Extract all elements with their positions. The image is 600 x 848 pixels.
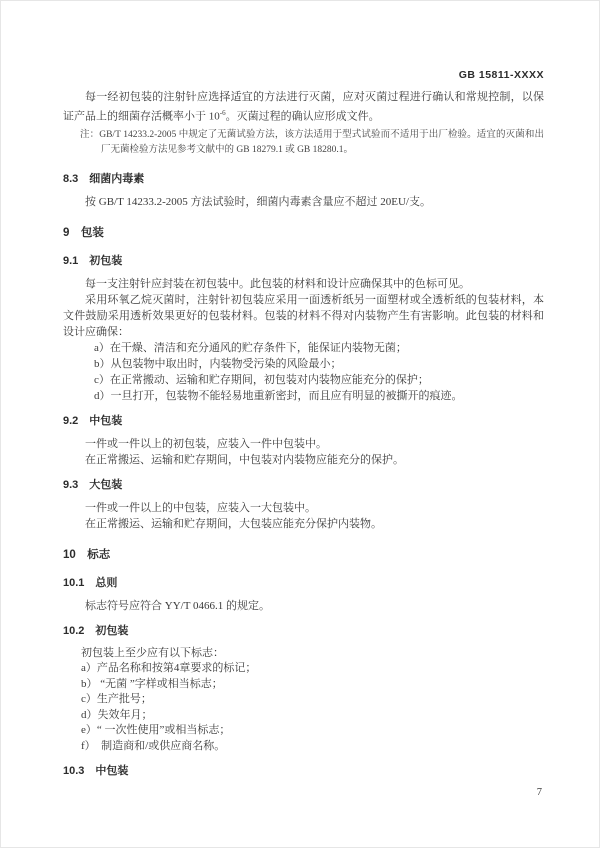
list-item: f） 制造商和/或供应商名称。 bbox=[81, 739, 226, 752]
paragraph-9-2-b: 在正常搬运、运输和贮存期间，中包装对内装物应能充分的保护。 bbox=[85, 453, 404, 466]
document-content bbox=[1, 1, 599, 799]
note-label: 注： bbox=[80, 129, 100, 140]
paragraph-9-3-b: 在正常搬运、运输和贮存期间，大包装应能充分保护内装物。 bbox=[85, 517, 382, 530]
paragraph-8-3: 按 GB/T 14233.2-2005 方法试验时，细菌内毒素含量应不超过 20EU/支。 bbox=[85, 195, 431, 208]
heading-9-2: 9.2 中包装 bbox=[63, 414, 123, 427]
sterilization-paragraph-post: 。灭菌过程的确认应形成文件。 bbox=[225, 110, 380, 123]
sterilization-note bbox=[63, 128, 544, 158]
document-code: GB 15811-XXXX bbox=[458, 69, 544, 81]
heading-10-1: 10.1 总则 bbox=[63, 576, 118, 589]
list-10-2 bbox=[63, 661, 544, 754]
heading-9: 9 包装 bbox=[63, 226, 104, 239]
list-item: d）失效年月； bbox=[81, 708, 153, 721]
paragraph-10-1: 标志符号应符合 YY/T 0466.1 的规定。 bbox=[85, 599, 270, 612]
list-item: d）一旦打开，包装物不能轻易地重新密封，而且应有明显的被撕开的痕迹。 bbox=[94, 389, 463, 402]
heading-10-3: 10.3 中包装 bbox=[63, 765, 129, 778]
sterilization-paragraph bbox=[63, 89, 544, 125]
list-item: c）在正常搬动、运输和贮存期间，初包装对内装物应能充分的保护； bbox=[94, 373, 429, 386]
page-number: 7 bbox=[536, 787, 542, 799]
list-10-2-intro: 初包装上至少应有以下标志： bbox=[81, 646, 224, 659]
list-item: b）从包装物中取出时，内装物受污染的风险最小； bbox=[94, 357, 342, 370]
paragraph-9-1-b: 采用环氧乙烷灭菌时，注射针初包装应采用一面透析纸另一面塑材或全透析纸的包装材料，本文件鼓励采用透析效果更好的包装材料。包装的材料不得对内装物产生有害影响。此包装的材料和设计应确保： bbox=[63, 293, 544, 338]
heading-9-1: 9.1 初包装 bbox=[63, 254, 123, 267]
paragraph-9-3-a: 一件或一件以上的中包装，应装入一大包装中。 bbox=[85, 501, 316, 514]
list-item: c）生产批号； bbox=[81, 693, 152, 706]
list-item: e）“ 一次性使用”或相当标志； bbox=[81, 724, 231, 737]
list-item: b） “无菌 ”字样或相当标志； bbox=[81, 677, 223, 690]
heading-10-2: 10.2 初包装 bbox=[63, 624, 129, 637]
list-9-1 bbox=[63, 340, 544, 404]
sterilization-paragraph-pre: 每一经初包装的注射针应选择适宜的方法进行灭菌，应对灭菌过程进行确认和常规控制，以保证产品上的细菌存活概率小于 10 bbox=[63, 91, 544, 123]
heading-9-3: 9.3 大包装 bbox=[63, 478, 123, 491]
paragraph-9-1-a: 每一支注射针应封装在初包装中。此包装的材料和设计应确保其中的色标可见。 bbox=[85, 277, 470, 290]
note-text: GB/T 14233.2-2005 中规定了无菌试验方法，该方法适用于型式试验而不适用于出厂检验。适宜的灭菌和出厂无菌检验方法见参考文献中的 GB 18279.1 或 GB 18280.1。 bbox=[99, 129, 544, 155]
heading-8-3: 8.3 细菌内毒素 bbox=[63, 172, 145, 185]
heading-10: 10 标志 bbox=[63, 548, 111, 561]
list-item: a）产品名称和按第4章要求的标记； bbox=[81, 662, 257, 675]
superscript-exponent: -6 bbox=[219, 109, 226, 117]
list-item: a）在干燥、清洁和充分通风的贮存条件下，能保证内装物无菌； bbox=[94, 341, 407, 354]
paragraph-9-2-a: 一件或一件以上的初包装，应装入一件中包装中。 bbox=[85, 437, 327, 450]
